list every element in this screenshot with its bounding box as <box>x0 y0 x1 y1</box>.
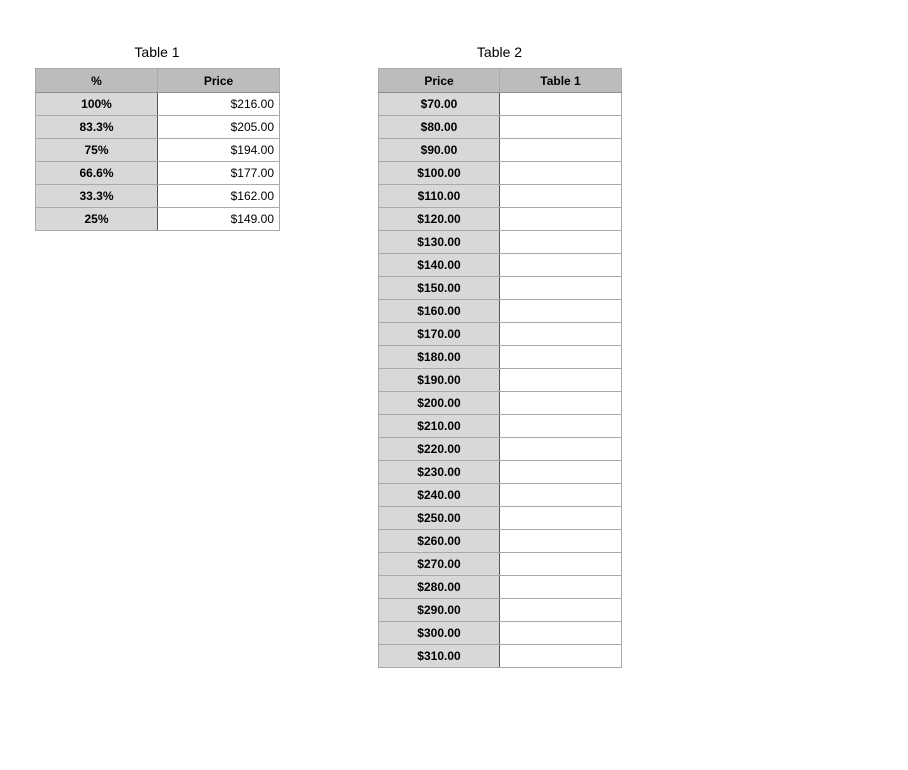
table-1-value-cell[interactable] <box>500 622 622 645</box>
table-1-value-cell[interactable] <box>500 438 622 461</box>
price-cell[interactable]: $230.00 <box>379 461 500 484</box>
table-2 <box>378 42 621 668</box>
pct-cell[interactable]: 33.3% <box>36 185 158 208</box>
price-cell[interactable]: $200.00 <box>379 392 500 415</box>
table-1-value-cell[interactable] <box>500 208 622 231</box>
table-row <box>379 254 622 277</box>
table-row <box>379 369 622 392</box>
table-row <box>36 116 280 139</box>
price-cell[interactable]: $180.00 <box>379 346 500 369</box>
table-row <box>379 622 622 645</box>
table-1-value-cell[interactable] <box>500 254 622 277</box>
price-cell[interactable]: $205.00 <box>158 116 280 139</box>
table-row <box>379 645 622 668</box>
pct-cell[interactable]: 75% <box>36 139 158 162</box>
table-1-value-cell[interactable] <box>500 553 622 576</box>
price-cell[interactable]: $150.00 <box>379 277 500 300</box>
price-cell[interactable]: $250.00 <box>379 507 500 530</box>
table-1-value-cell[interactable] <box>500 530 622 553</box>
table-2-header-row <box>379 69 622 93</box>
price-cell[interactable]: $260.00 <box>379 530 500 553</box>
table-row <box>379 116 622 139</box>
pct-cell[interactable]: 100% <box>36 93 158 116</box>
table-row <box>379 323 622 346</box>
price-cell[interactable]: $216.00 <box>158 93 280 116</box>
table-1-value-cell[interactable] <box>500 576 622 599</box>
table-row <box>36 185 280 208</box>
price-cell[interactable]: $110.00 <box>379 185 500 208</box>
table-row <box>379 599 622 622</box>
price-cell[interactable]: $240.00 <box>379 484 500 507</box>
table-1-value-cell[interactable] <box>500 185 622 208</box>
table-1-value-cell[interactable] <box>500 484 622 507</box>
table-1-value-cell[interactable] <box>500 346 622 369</box>
price-cell[interactable]: $220.00 <box>379 438 500 461</box>
table-row <box>379 392 622 415</box>
price-cell[interactable]: $190.00 <box>379 369 500 392</box>
table-1-value-cell[interactable] <box>500 461 622 484</box>
price-cell[interactable]: $210.00 <box>379 415 500 438</box>
table-1-header-pct[interactable]: % <box>36 69 158 93</box>
table-2-header-price[interactable]: Price <box>379 69 500 93</box>
price-cell[interactable]: $170.00 <box>379 323 500 346</box>
table-1-value-cell[interactable] <box>500 139 622 162</box>
pct-cell[interactable]: 66.6% <box>36 162 158 185</box>
price-cell[interactable]: $90.00 <box>379 139 500 162</box>
price-cell[interactable]: $194.00 <box>158 139 280 162</box>
table-row <box>379 553 622 576</box>
table-row <box>379 162 622 185</box>
table-1-value-cell[interactable] <box>500 369 622 392</box>
table-1-value-cell[interactable] <box>500 231 622 254</box>
table-row <box>379 438 622 461</box>
table-1-value-cell[interactable] <box>500 300 622 323</box>
table-row <box>379 231 622 254</box>
table-1 <box>35 42 279 231</box>
table-row <box>36 208 280 231</box>
table-row <box>379 530 622 553</box>
price-cell[interactable]: $290.00 <box>379 599 500 622</box>
table-1-grid <box>35 68 280 231</box>
price-cell[interactable]: $80.00 <box>379 116 500 139</box>
table-1-header-row <box>36 69 280 93</box>
table-row <box>379 415 622 438</box>
price-cell[interactable]: $300.00 <box>379 622 500 645</box>
table-1-value-cell[interactable] <box>500 599 622 622</box>
table-row <box>379 277 622 300</box>
price-cell[interactable]: $160.00 <box>379 300 500 323</box>
table-1-value-cell[interactable] <box>500 323 622 346</box>
table-2-grid <box>378 68 622 668</box>
price-cell[interactable]: $140.00 <box>379 254 500 277</box>
table-1-value-cell[interactable] <box>500 93 622 116</box>
table-1-value-cell[interactable] <box>500 645 622 668</box>
table-row <box>379 139 622 162</box>
pct-cell[interactable]: 25% <box>36 208 158 231</box>
price-cell[interactable]: $70.00 <box>379 93 500 116</box>
table-row <box>379 576 622 599</box>
table-row <box>36 139 280 162</box>
table-1-value-cell[interactable] <box>500 507 622 530</box>
table-1-value-cell[interactable] <box>500 415 622 438</box>
table-1-value-cell[interactable] <box>500 116 622 139</box>
table-2-body <box>379 93 622 668</box>
price-cell[interactable]: $310.00 <box>379 645 500 668</box>
table-row <box>379 208 622 231</box>
table-2-title[interactable]: Table 2 <box>476 44 523 60</box>
table-row <box>379 93 622 116</box>
table-row <box>379 507 622 530</box>
table-row <box>36 93 280 116</box>
table-row <box>36 162 280 185</box>
price-cell[interactable]: $100.00 <box>379 162 500 185</box>
price-cell[interactable]: $270.00 <box>379 553 500 576</box>
price-cell[interactable]: $149.00 <box>158 208 280 231</box>
table-row <box>379 484 622 507</box>
table-1-value-cell[interactable] <box>500 392 622 415</box>
pct-cell[interactable]: 83.3% <box>36 116 158 139</box>
table-row <box>379 185 622 208</box>
price-cell[interactable]: $162.00 <box>158 185 280 208</box>
price-cell[interactable]: $280.00 <box>379 576 500 599</box>
table-row <box>379 300 622 323</box>
table-1-value-cell[interactable] <box>500 277 622 300</box>
price-cell[interactable]: $120.00 <box>379 208 500 231</box>
table-row <box>379 346 622 369</box>
table-2-header-table-1[interactable]: Table 1 <box>500 69 622 93</box>
price-cell[interactable]: $130.00 <box>379 231 500 254</box>
table-row <box>379 461 622 484</box>
table-1-value-cell[interactable] <box>500 162 622 185</box>
table-1-title[interactable]: Table 1 <box>134 44 180 60</box>
table-1-header-price[interactable]: Price <box>158 69 280 93</box>
price-cell[interactable]: $177.00 <box>158 162 280 185</box>
